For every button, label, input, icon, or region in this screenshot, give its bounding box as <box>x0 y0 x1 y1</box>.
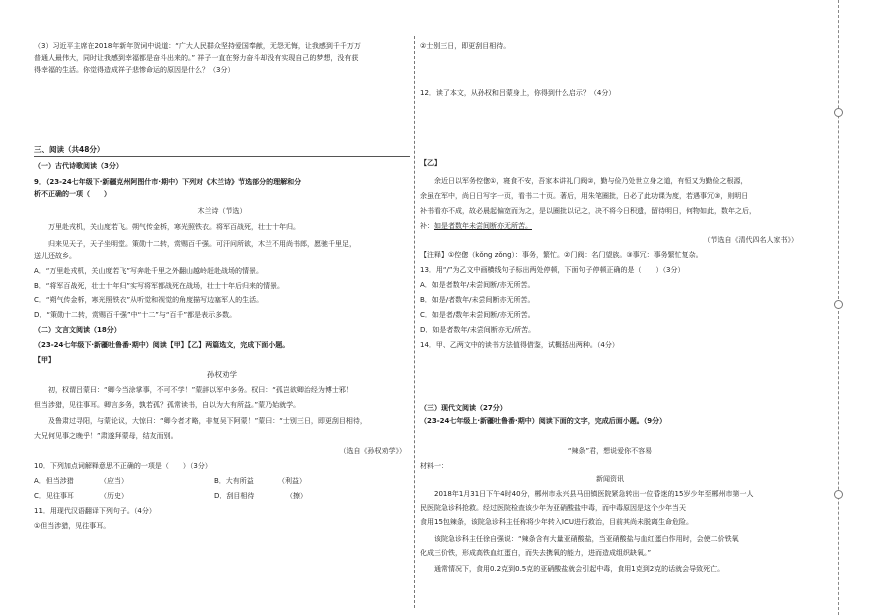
question-12: 12．读了本文，从孙权和吕蒙身上，你得到什么启示？（4分） <box>420 89 616 97</box>
binding-hole-mark <box>834 300 843 309</box>
jia-text-line: 初，权谓吕蒙曰：“卿今当涂掌事，不可不学！”蒙辞以军中多务。权曰：“孤岂欲卿治经为博士邪！ <box>48 386 353 394</box>
jia-source: （选自《孙权劝学》） <box>339 447 406 455</box>
section-title: 三、阅读（共48分） <box>34 145 105 154</box>
poem-line: 送儿还故乡。 <box>34 252 76 260</box>
question-11: 11．用现代汉语翻译下列句子。（4分） <box>34 507 156 515</box>
q10-option-d-gloss: （擦） <box>286 492 307 500</box>
poem-line: 万里赴戎机，关山度若飞。朔气传金柝，寒光照铁衣。将军百战死，壮士十年归。 <box>48 223 300 231</box>
q10-option-c: C．见往事耳 <box>34 492 74 500</box>
yi-label: 【乙】 <box>420 159 441 167</box>
q13-option-b: B．如是/者数年/未尝间断亦无所苦。 <box>420 296 535 304</box>
yi-text-line <box>420 221 532 231</box>
center-fold-line <box>414 36 415 608</box>
jia-text-line: 及鲁肃过寻阳，与蒙论议，大惊曰：“卿今者才略，非复吴下阿蒙！”蒙曰：“士别三日，即更刮目相待， <box>48 417 367 425</box>
q10-option-c-gloss: （历史） <box>100 492 128 500</box>
q13-option-d: D．如是者数年/未尝间断亦无/所苦。 <box>420 326 536 334</box>
question-14: 14．甲、乙两文中的读书方法值得借鉴，试概括出两种。（4分） <box>420 341 619 349</box>
question-3-line: 得幸福的生活。你觉得造成祥子悲惨命运的原因是什么？（3分） <box>34 66 235 74</box>
modern-heading: （三）现代文阅读（27分） <box>420 404 507 412</box>
question-10: 10．下列加点词解释意思不正确的一项是（ ）（3分） <box>34 462 212 470</box>
news-heading: 新闻资讯 <box>596 475 624 483</box>
binding-hole-mark <box>834 108 843 117</box>
question-13: 13．用“/”为乙文中画横线句子标出两处停顿，下面句子停顿正确的是（ ）（3分） <box>420 266 685 274</box>
question-3-line: （3）习近平主席在2018年新年贺词中说道：“广大人民群众坚持爱国奉献，无怨无悔，让我感到千千万万 <box>34 42 361 50</box>
question-9-line: 析不正确的一项（ ） <box>34 190 111 198</box>
news-text-line: 化成三价铁，形成高铁血红蛋白，而失去携氧的能力，进而造成组织缺氧。” <box>420 549 652 557</box>
question-9-line: 9．（23-24七年级下·新疆克州阿图什市·期中）下列对《木兰诗》节选部分的理解和分 <box>34 178 302 186</box>
classical-intro: （23-24七年级下·新疆吐鲁番·期中）阅读【甲】【乙】两篇选文，完成下面小题。 <box>34 341 290 349</box>
news-text-line: 食用15包辣条，该院急诊科主任称将少年转入ICU进行救治，目前其尚未脱离生命危险。 <box>420 518 693 526</box>
q10-option-b-gloss: （利益） <box>278 477 306 485</box>
jia-title: 孙权劝学 <box>207 370 237 379</box>
yi-underlined-sentence: 如是者数年未尝间断亦无所苦。 <box>434 222 532 230</box>
q9-option-c: C．“朔气传金柝，寒光照铁衣”从听觉和视觉的角度描写边塞军人的生活。 <box>34 296 264 304</box>
jia-label: 【甲】 <box>34 356 55 364</box>
question-3-line: 普通人最伟大，同时让我感到幸福都是奋斗出来的。” 祥子一直在努力奋斗却没有实现自己的梦想，没有获 <box>34 54 359 62</box>
q13-option-a: A．如是者数年/未尝间断/亦无所苦。 <box>420 281 535 289</box>
news-text-line: 民医院急诊科抢救。经过医院检查该少年为亚硝酸盐中毒，而中毒原因是这个少年当天 <box>420 504 686 512</box>
binding-hole-mark <box>834 490 843 499</box>
q9-option-d: D．“策勋十二转，赏赐百千强”中“十二”与“百千”都是表示多数。 <box>34 311 237 319</box>
yi-text-line: 补书看亦不成，故必晨起偏宽而为之，是以圈批以记之，决不将今日积遗，留待明日，何物如此，数年之后， <box>420 207 756 215</box>
q11-item-1: ①但当涉猎，见往事耳。 <box>34 522 111 530</box>
poem-title: 木兰诗（节选） <box>197 207 247 215</box>
q10-option-b: B．大有所益 <box>214 477 254 485</box>
modern-intro: （23-24七年级上·新疆吐鲁番·期中）阅读下面的文字，完成后面小题。（9分） <box>420 417 667 425</box>
q10-option-a: A．但当涉猎 <box>34 477 74 485</box>
news-text-line: 2018年1月31日下午4时40分，郴州市永兴县马田镇医院紧急转出一位昏迷的15岁少年至郴州市第一人 <box>434 490 754 498</box>
q13-option-c: C．如是者/数年未尝间断/亦无所苦。 <box>420 311 535 319</box>
q11-item-2: ②士别三日，即更刮目相待。 <box>420 42 511 50</box>
news-text-line: 通常情况下，食用0.2克到0.5克的亚硝酸盐就会引起中毒，食用1克到2克的话就会导致死亡。 <box>434 565 725 573</box>
q10-option-a-gloss: （应当） <box>100 477 128 485</box>
yi-notes: 【注释】①倥偬（kǒng zǒng）：事务，繁忙。②门阀：名门望族。③事冗：事务繁忙复杂。 <box>420 251 703 259</box>
classical-heading: （二）文言文阅读（18分） <box>34 326 121 334</box>
q9-option-a: A．“万里赴戎机，关山度若飞”写奔赴千里之外翻山越岭赶赴战场的情景。 <box>34 267 264 275</box>
yi-text-line: 余虽在军中，尚日日写字一页，看书二十页。著后，用朱笔圈批，日必了此功课为度，若遇事冗③，则明日 <box>420 192 749 200</box>
section-rule <box>34 156 410 157</box>
yi-source: （节选自《清代四名人家书》） <box>703 236 798 244</box>
jia-text-line: 但当涉猎，见往事耳。卿言多务，孰若孤？孤常读书，自以为大有所益。”蒙乃始就学。 <box>34 401 301 409</box>
yi-text-prefix: 补： <box>420 222 434 230</box>
poem-line: 归来见天子，天子坐明堂。策勋十二转，赏赐百千强。可汗问所欲，木兰不用尚书郎，愿驰千里足， <box>48 240 356 248</box>
q9-option-b: B．“将军百战死，壮士十年归”实写将军都战死在战场，壮士十年后归来的情景。 <box>34 282 285 290</box>
yi-text-line: 余近日以军务倥偬①，寝食不安，吾家本讲礼门阀②，勤与俭乃处世立身之道，有恒又为勤俭之根源， <box>434 177 748 185</box>
material-label: 材料一： <box>420 462 448 470</box>
poetry-heading: （一）古代诗歌阅读（3分） <box>34 162 123 170</box>
q10-option-d: D．刮目相待 <box>214 492 255 500</box>
news-text-line: 该院急诊科主任徐自强说：“辣条含有大量亚硝酸盐，当亚硝酸盐与血红蛋白作用时，会使二价铁氧 <box>434 535 739 543</box>
material-title: “辣条”君，想说爱你不容易 <box>567 447 653 455</box>
jia-text-line: 大兄何见事之晚乎！”肃遂拜蒙母，结友而别。 <box>34 432 178 440</box>
